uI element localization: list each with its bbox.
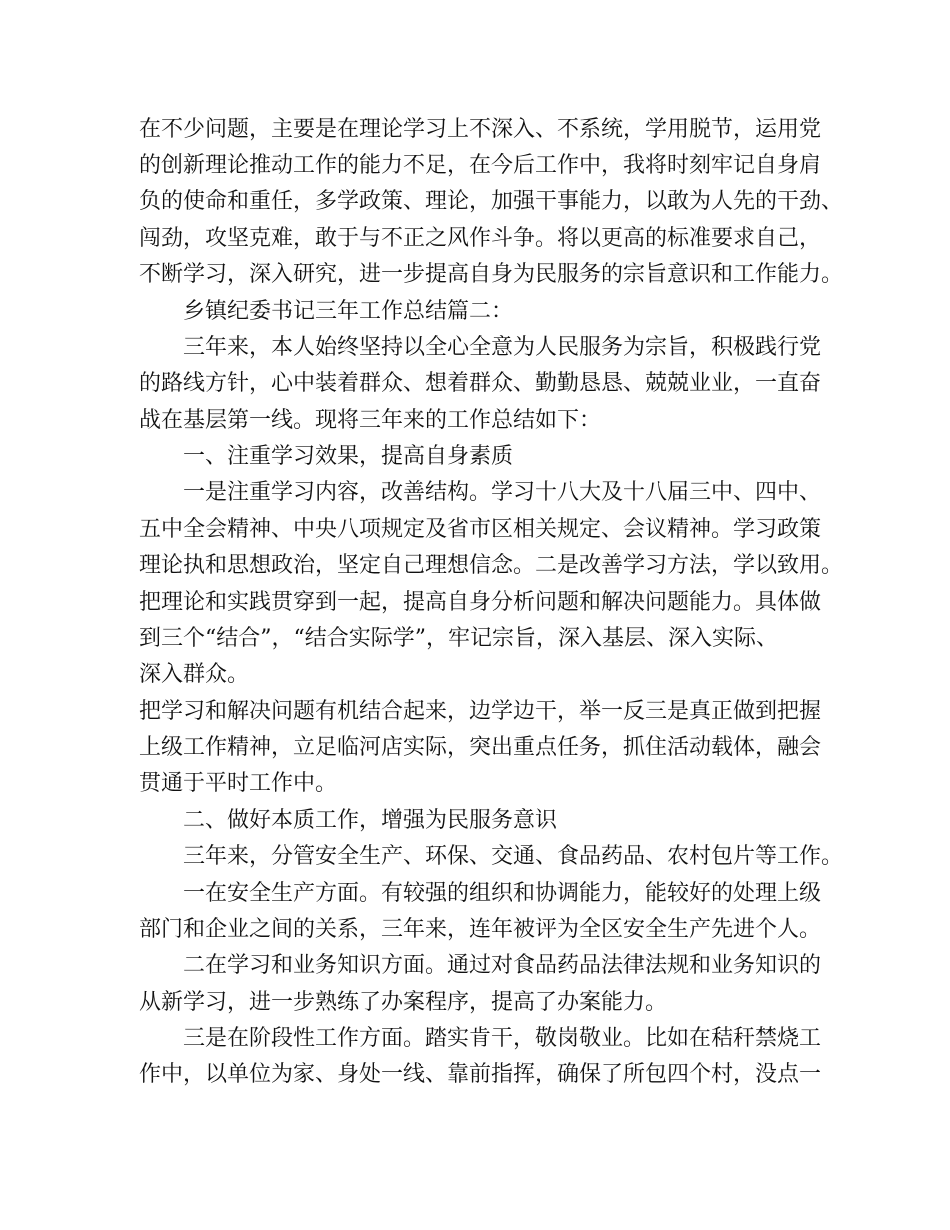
paragraph-start: 一是注重学习内容，改善结构。学习十八大及十八届三中、四中、 [183, 480, 822, 505]
text-line: 贯通于平时工作中。 [139, 771, 338, 796]
text-line: 闯劲，攻坚克难，敢于与不正之风作斗争。将以更高的标准要求自己， [139, 226, 822, 251]
text-line: 上级工作精神，立足临河店实际，突出重点任务，抓住活动载体，融会 [139, 735, 822, 760]
paragraph-start: 三年来，本人始终坚持以全心全意为人民服务为宗旨，积极践行党 [183, 335, 822, 360]
text-line: 深入群众。 [139, 662, 250, 687]
paragraph-start: 一在安全生产方面。有较强的组织和协调能力，能较好的处理上级 [183, 881, 822, 906]
text-line: 不断学习，深入研究，进一步提高自身为民服务的宗旨意识和工作能力。 [139, 262, 844, 287]
text-line: 五中全会精神、中央八项规定及省市区相关规定、会议精神。学习政策 [139, 517, 822, 542]
text-line: 作中，以单位为家、身处一线、靠前指挥，确保了所包四个村，没点一 [139, 1062, 822, 1087]
text-line: 部门和企业之间的关系，三年来，连年被评为全区安全生产先进个人。 [139, 917, 822, 942]
text-line: 从新学习，进一步熟练了办案程序，提高了办案能力。 [139, 990, 668, 1015]
text-line: 的路线方针，心中装着群众、想着群众、勤勤恳恳、兢兢业业，一直奋 [139, 371, 822, 396]
text-line: 在不少问题，主要是在理论学习上不深入、不系统，学用脱节，运用党 [139, 117, 822, 142]
section-heading: 二、做好本质工作，增强为民服务意识 [183, 808, 558, 833]
text-line: 理论执和思想政治，坚定自己理想信念。二是改善学习方法，学以致用。 [139, 553, 844, 578]
text-line: 负的使命和重任，多学政策、理论，加强干事能力，以敢为人先的干劲、 [139, 189, 844, 214]
section-heading: 一、注重学习效果，提高自身素质 [183, 444, 514, 469]
text-line: 把理论和实践贯穿到一起，提高自身分析问题和解决问题能力。具体做 [139, 590, 822, 615]
paragraph-start: 三是在阶段性工作方面。踏实肯干，敬岗敬业。比如在秸秆禁烧工 [183, 1026, 822, 1051]
text-line: 战在基层第一线。现将三年来的工作总结如下： [139, 408, 602, 433]
section-title: 乡镇纪委书记三年工作总结篇二： [183, 299, 514, 324]
text-line: 到三个“结合”，“结合实际学”，牢记宗旨，深入基层、深入实际、 [139, 626, 778, 651]
paragraph-start: 三年来，分管安全生产、环保、交通、食品药品、农村包片等工作。 [183, 844, 844, 869]
text-line: 的创新理论推动工作的能力不足，在今后工作中，我将时刻牢记自身肩 [139, 153, 822, 178]
paragraph-start: 二在学习和业务知识方面。通过对食品药品法律法规和业务知识的 [183, 953, 822, 978]
text-line: 把学习和解决问题有机结合起来，边学边干，举一反三是真正做到把握 [139, 699, 822, 724]
